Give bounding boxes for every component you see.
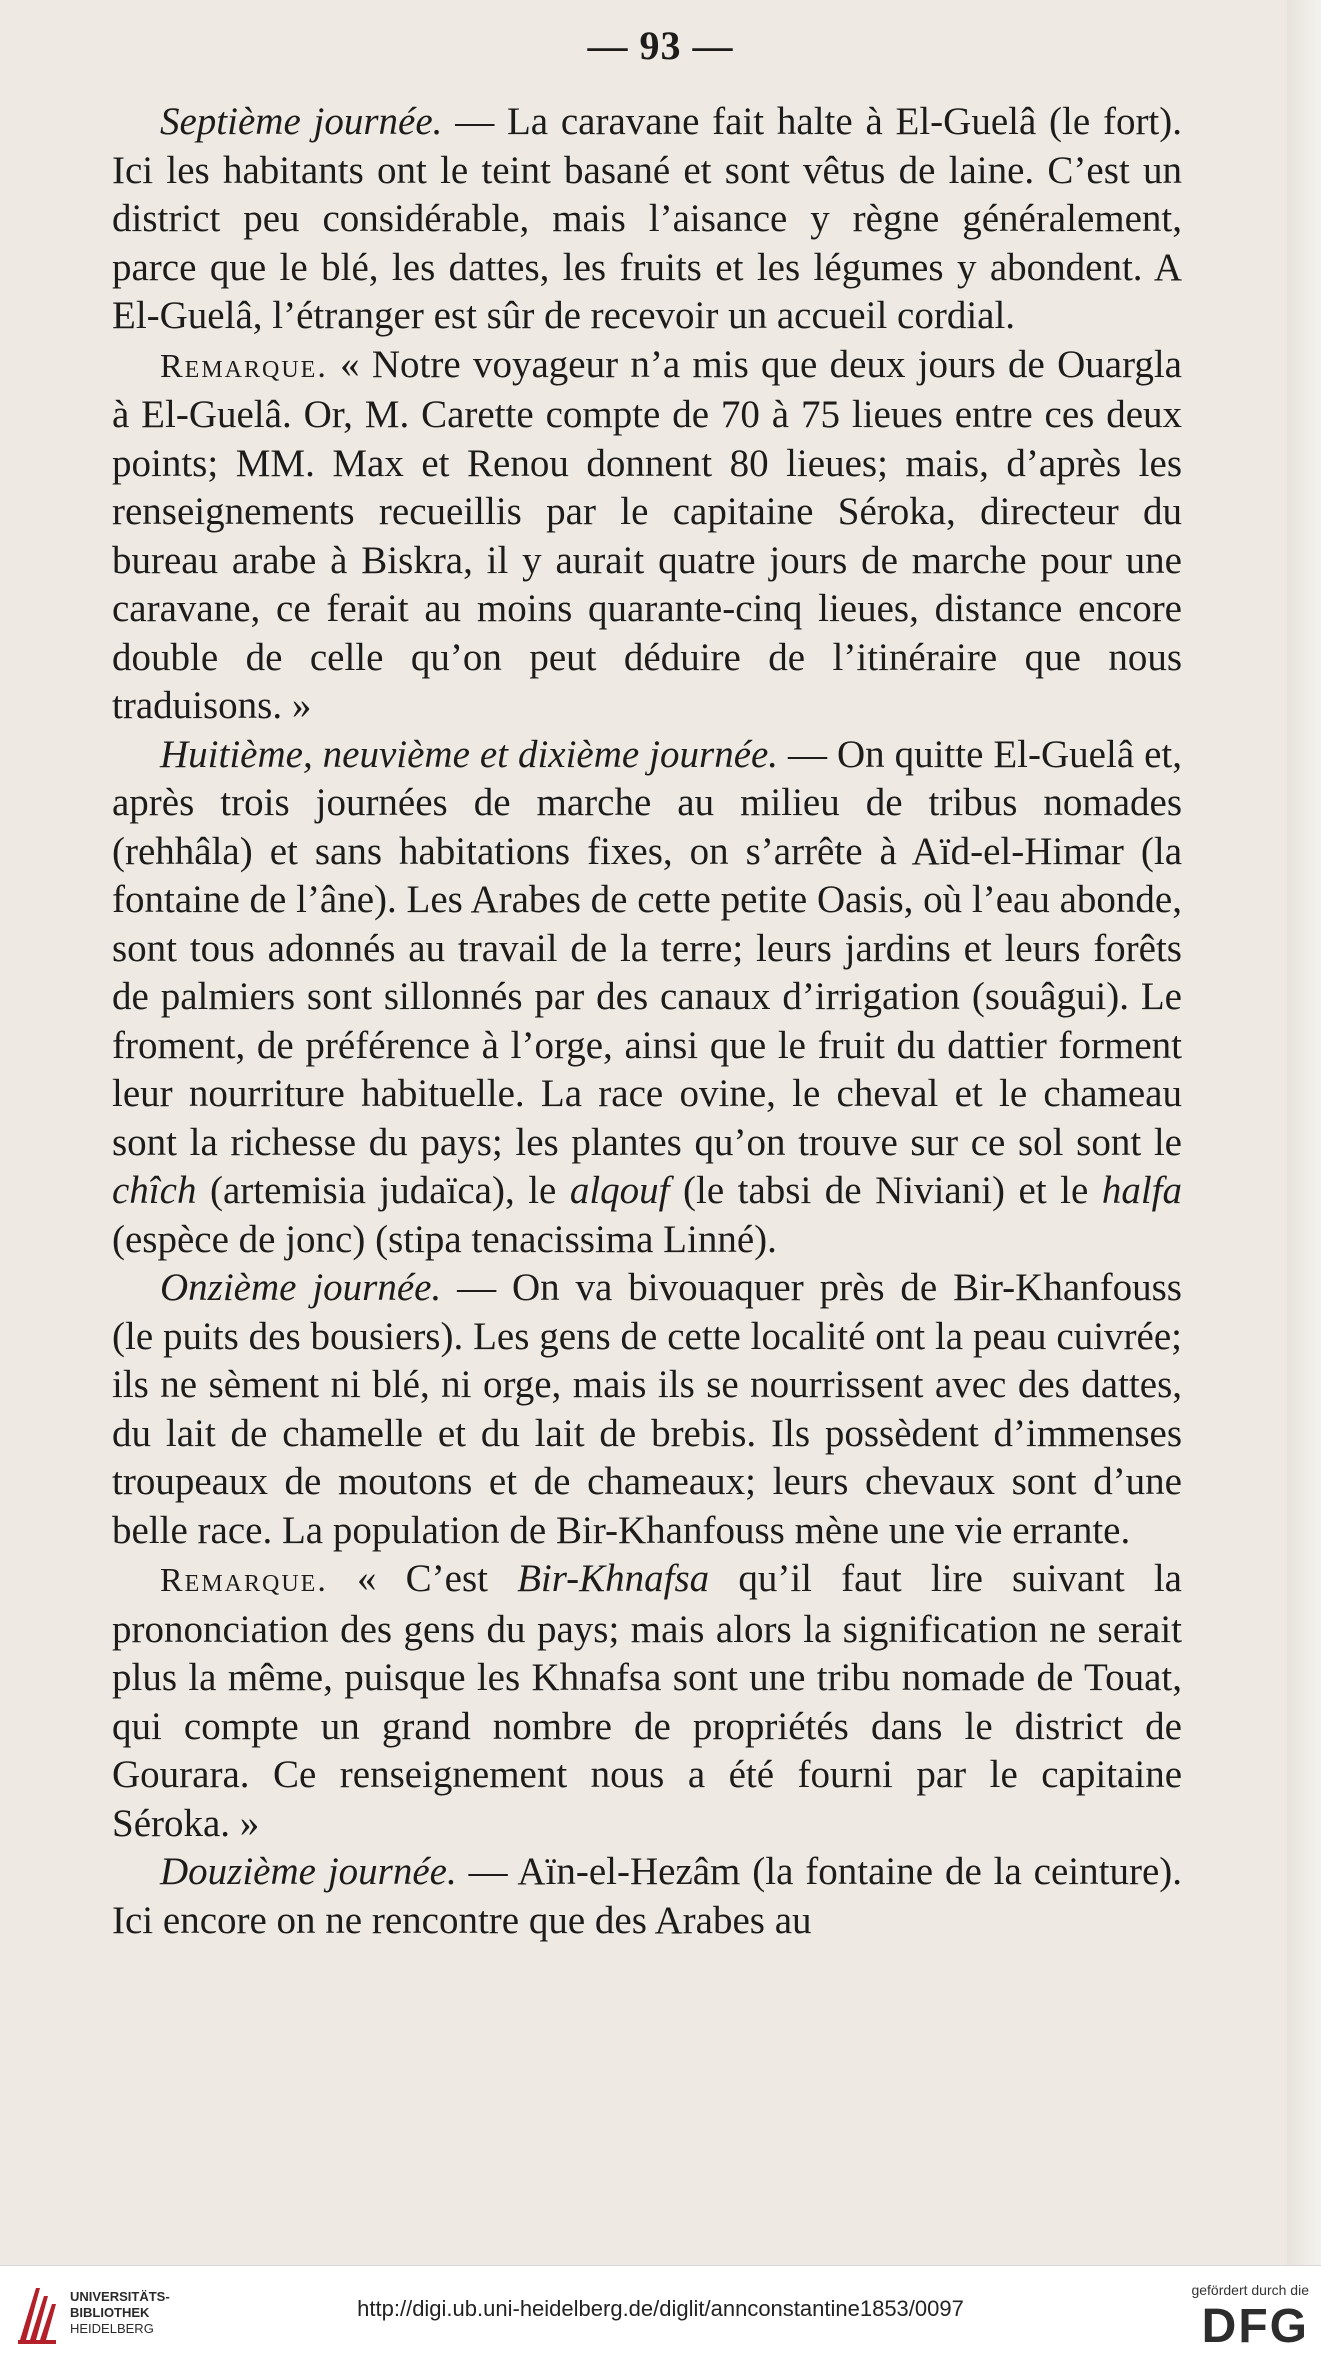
paragraph-text: (le tabsi de Niviani) et le [669,1169,1102,1212]
paragraph-text: — Aïn-el-Hezâm (la fontaine de la ceinture). Ici encore on ne rencontre que des Arabes au [112,1850,1182,1942]
paragraph-text: — La caravane fait halte à El-Guelâ (le fort). Ici les habitants ont le teint basané et sont vêtus de laine. C’est un district peu considérable, mais l’aisance y règne généralement, parce que le blé, les dattes, les fruits et les légumes y abondent. A El-Guelâ, l’étranger est sûr de recevoir un accueil cordial. [112,100,1182,337]
paragraph-text: qu’il faut lire suivant la prononciation des gens du pays; mais alors la signification ne serait plus la même, puisque les Khnafsa sont une tribu nomade de Touat, qui compte un grand nombre de propriétés dans le district de Gourara. Ce renseignement nous a été fourni par le capitaine Séroka. » [112,1557,1182,1845]
dfg-logo: DFG [1201,2300,1309,2353]
paragraph-lead: Douzième journée. [160,1850,457,1893]
source-url-link[interactable]: http://digi.ub.uni-heidelberg.de/diglit/annconstantine1853/0097 [357,2296,964,2321]
paragraph-remarque-1 [112,341,1182,731]
paragraph-douzieme [112,1848,1182,1945]
remark-label: Remarque. [160,1562,328,1599]
funded-by-label: gefördert durch die [1191,2282,1309,2298]
plant-name: alqouf [569,1169,670,1212]
plant-name: halfa [1101,1169,1182,1212]
page-number: — 93 — [587,23,734,68]
paragraph-text: — On va bivouaquer près de Bir-Khanfouss (le puits des bousiers). Les gens de cette localité ont la peau cuivrée; ils ne sèment ni blé, ni orge, mais ils se nourrissent avec des dattes, du lait de chamelle et du lait de brebis. Ils possèdent d’immenses troupeaux de moutons et de chameaux; leurs chevaux sont d’une belle race. La population de Bir-Khanfouss mène une vie errante. [112,1266,1182,1552]
paragraph-remarque-2 [112,1555,1182,1848]
body-text [112,98,1182,1945]
library-line: BIBLIOTHEK [70,2305,150,2320]
paragraph-lead: Septième journée. [160,100,443,143]
paragraph-septieme [112,98,1182,341]
paragraph-lead: Huitième, neuvième et dixième journée. [160,732,779,776]
paragraph-text: (espèce de jonc) (stipa tenacissima Linné). [112,1217,777,1261]
paragraph-lead: Onzième journée. [160,1266,442,1309]
paragraph-text: « Notre voyageur n’a mis que deux jours de Ouargla à El-Guelâ. Or, M. Carette compte de 70 à 75 lieues entre ces deux points; MM. Max et Renou donnent 80 lieues; mais, d’après les renseignements recueillis par le capitaine Séroka, directeur du bureau arabe à Biskra, il y aurait quatre jours de marche pour une caravane, ce ferait au moins quarante-cinq lieues, distance encore double de celle qu’on peut déduire de l’itinéraire que nous traduisons. » [112,342,1182,727]
place-name: Bir-Khnafsa [517,1557,710,1600]
paragraph-text: — On quitte El-Guelâ et, après trois journées de marche au milieu de tribus nomades (rehhâla) et sans habitations fixes, on s’arrête à Aïd-el-Himar (la fontaine de l’âne). Les Arabes de cette petite Oasis, où l’eau abonde, sont tous adonnés au travail de la terre; leurs jardins et leurs forêts de palmiers sont sillonnés par des canaux d’irrigation (souâgui). Le froment, de préférence à l’orge, ainsi que le fruit du dattier forment leur nourriture habituelle. La race ovine, le cheval et le chameau sont la richesse du pays; les plantes qu’on trouve sur ce sol sont le [112,732,1182,1164]
plant-name: chîch [112,1169,197,1212]
paragraph-text: (artemisia judaïca), le [196,1169,570,1212]
library-line: UNIVERSITÄTS- [70,2289,170,2304]
paragraph-text: « C’est [327,1557,518,1600]
remark-label: Remarque. [160,347,328,385]
page-gutter [1287,0,1321,2265]
library-line: HEIDELBERG [70,2321,154,2336]
paragraph-onzieme [112,1264,1182,1555]
paragraph-huitieme [112,731,1182,1265]
